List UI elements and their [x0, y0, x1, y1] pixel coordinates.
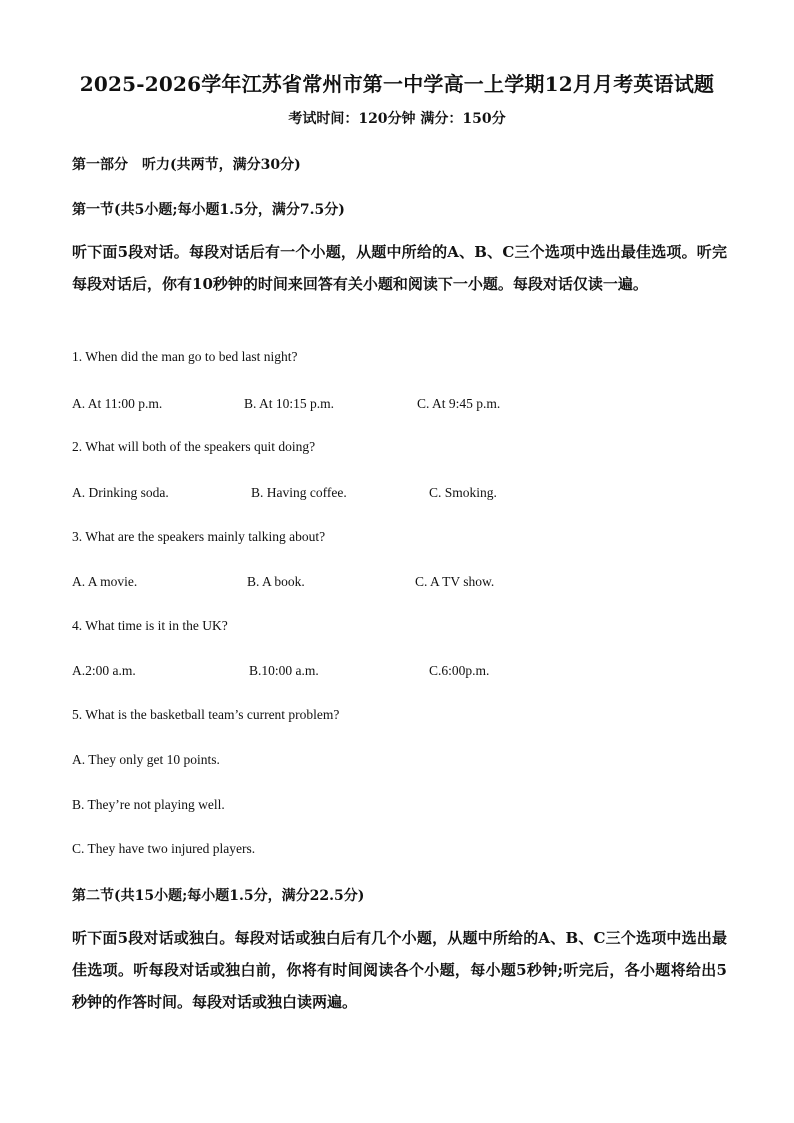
question-1-option-c: C. At 9:45 p.m.: [417, 396, 501, 411]
question-2-option-c: C. Smoking.: [429, 485, 497, 500]
question-3-option-b: B. A book.: [247, 574, 305, 589]
question-1-option-a: A. At 11:00 p.m.: [72, 396, 163, 411]
question-3-stem: 3. What are the speakers mainly talking about?: [72, 529, 326, 544]
question-1-option-b: B. At 10:15 p.m.: [244, 396, 335, 411]
question-4-option-a: A.2:00 a.m.: [72, 663, 136, 678]
section-one-instructions: 听下面5段对话。每段对话后有一个小题，从题中所给的A、B、C三个选项中选出最佳选项。听完每段对话后，你有10秒钟的时间来回答有关小题和阅读下一小题。每段对话仅读一遍。: [72, 243, 727, 293]
question-1-stem: 1. When did the man go to bed last night?: [72, 349, 298, 364]
section-two-instructions: 听下面5段对话或独白。每段对话或独白后有几个小题，从题中所给的A、B、C三个选项中选出最佳选项。听每段对话或独白前，你将有时间阅读各个小题，每小题5秒钟;听完后，各小题将给出5秒钟的作答时间。每段对话或独白读两遍。: [72, 929, 727, 1011]
exam-time-and-score: 考试时间：120分钟 满分：150分: [288, 111, 506, 127]
question-3-option-a: A. A movie.: [72, 574, 138, 589]
question-4-option-b: B.10:00 a.m.: [249, 663, 319, 678]
section-two-heading: 第二节(共15小题;每小题1.5分，满分22.5分): [72, 888, 365, 904]
section-one-heading: 第一节(共5小题;每小题1.5分，满分7.5分): [72, 202, 345, 218]
question-2-option-b: B. Having coffee.: [251, 485, 347, 500]
question-5-option-b: B. They’re not playing well.: [72, 797, 225, 812]
exam-title: 2025-2026学年江苏省常州市第一中学高一上学期12月月考英语试题: [79, 72, 715, 96]
question-5-option-c: C. They have two injured players.: [72, 841, 256, 856]
question-5-stem: 5. What is the basketball team’s current problem?: [72, 707, 340, 722]
question-3-option-c: C. A TV show.: [415, 574, 495, 589]
question-2-option-a: A. Drinking soda.: [72, 485, 169, 500]
question-4-stem: 4. What time is it in the UK?: [72, 618, 228, 633]
question-4-option-c: C.6:00p.m.: [429, 663, 490, 678]
question-5-option-a: A. They only get 10 points.: [72, 752, 220, 767]
part-one-heading: 第一部分 听力(共两节，满分30分): [72, 157, 301, 173]
question-2-stem: 2. What will both of the speakers quit doing?: [72, 439, 316, 454]
